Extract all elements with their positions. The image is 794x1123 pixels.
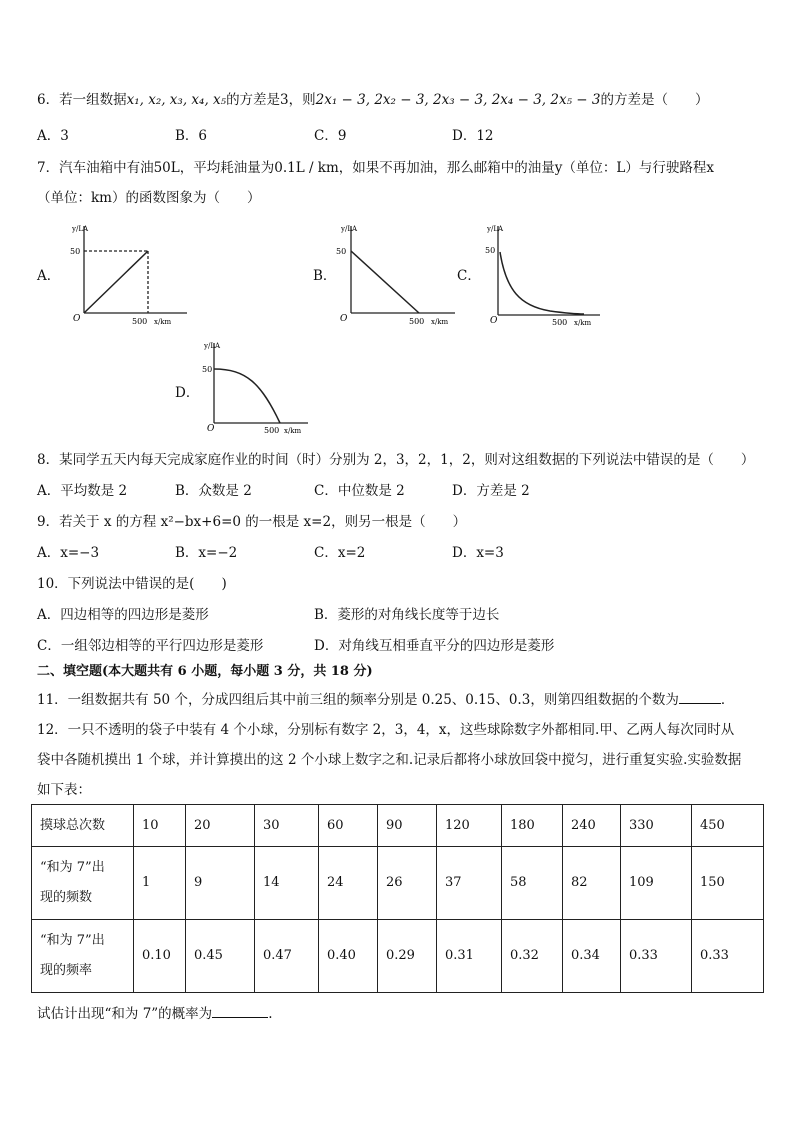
q12-stem-line1: 12．一只不透明的袋子中装有 4 个小球，分别标有数字 2，3，4，x，这些球除数字外都相同.甲、乙两人每次同时从 [37, 722, 735, 738]
q7-option-d-label[interactable]: D． [175, 385, 200, 401]
q6-expression: 2x₁ − 3, 2x₂ − 3, 2x₃ − 3, 2x₄ − 3, 2x₅ − 3 [315, 92, 601, 108]
q9-option-b[interactable]: B．x=−2 [175, 545, 238, 561]
q10-option-b[interactable]: B．菱形的对角线长度等于边长 [314, 607, 500, 623]
table-cell: 240 [563, 805, 621, 847]
section-heading: 二、填空题(本大题共有 6 小题，每小题 3 分，共 18 分) [37, 664, 373, 679]
table-cell: 20 [186, 805, 255, 847]
table-cell: 120 [437, 805, 502, 847]
q12-stem-line2: 袋中各随机摸出 1 个球，并计算摸出的这 2 个小球上数字之和.记录后都将小球放回袋中搅匀，进行重复实验.实验数据 [37, 752, 742, 768]
x-axis-label: x/km [431, 318, 449, 326]
table-cell: 0.10 [134, 920, 186, 993]
q6-middle: 的方差是3，则 [226, 92, 316, 108]
row-header: “和为 7”出现的频率 [32, 920, 134, 993]
y-tick-label: 50 [70, 247, 81, 256]
q11-text: 11．一组数据共有 50 个，分成四组后其中前三组的频率分别是 0.25、0.15、0.3，则第四组数据的个数为 [37, 692, 679, 708]
q6-stem [37, 88, 708, 108]
table-cell: 109 [621, 847, 692, 920]
x-axis-label: x/km [574, 319, 592, 327]
q12-question-text: 试估计出现“和为 7”的概率为 [37, 1006, 213, 1022]
row-header: 摸球总次数 [32, 805, 134, 847]
x-tick-label: 500 [409, 317, 425, 326]
q6-option-b[interactable]: B．6 [175, 128, 208, 144]
q7-graph-a[interactable] [62, 220, 192, 328]
q11-answer-blank[interactable] [679, 689, 721, 704]
q7-option-a-label[interactable]: A． [37, 268, 61, 284]
q8-stem: 8．某同学五天内每天完成家庭作业的时间（时）分别为 2，3，2，1，2，则对这组数据的下列说法中错误的是（ ） [37, 452, 755, 468]
table-cell: 0.32 [502, 920, 563, 993]
table-cell: 30 [255, 805, 319, 847]
q7-option-b-label[interactable]: B． [313, 268, 337, 284]
q6-option-c[interactable]: C．9 [314, 128, 347, 144]
y-tick-label: 50 [202, 365, 213, 374]
q7-option-c-label[interactable]: C． [457, 268, 481, 284]
table-cell: 180 [502, 805, 563, 847]
table-cell: 58 [502, 847, 563, 920]
q7-stem-line1: 7．汽车油箱中有油50L，平均耗油量为0.1L / km，如果不再加油，那么邮箱中的油量y（单位：L）与行驶路程x [37, 160, 714, 176]
graph-line [351, 251, 419, 313]
q9-option-d[interactable]: D．x=3 [452, 545, 504, 561]
y-axis-label: y/LA [204, 342, 221, 350]
x-tick-label: 500 [264, 426, 280, 435]
q8-option-a[interactable]: A．平均数是 2 [37, 483, 128, 499]
q6-option-d[interactable]: D．12 [452, 128, 494, 144]
y-axis-label: y/LA [487, 225, 504, 233]
graph-curve [214, 369, 280, 423]
graph-line [84, 251, 148, 313]
q10-option-c[interactable]: C．一组邻边相等的平行四边形是菱形 [37, 638, 264, 654]
q6-option-a[interactable]: A．3 [37, 128, 69, 144]
q8-option-c[interactable]: C．中位数是 2 [314, 483, 405, 499]
row-header: “和为 7”出现的频数 [32, 847, 134, 920]
table-row [32, 920, 764, 993]
x-tick-label: 500 [552, 318, 568, 327]
y-tick-label: 50 [336, 247, 347, 256]
table-cell: 10 [134, 805, 186, 847]
x-axis-label: x/km [284, 427, 302, 435]
q6-suffix: 的方差是（ ） [600, 92, 709, 108]
table-cell: 82 [563, 847, 621, 920]
table-cell: 1 [134, 847, 186, 920]
q12-question [37, 1002, 272, 1022]
q12-stem-line3: 如下表： [37, 782, 91, 798]
y-tick-label: 50 [485, 246, 496, 255]
table-cell: 0.45 [186, 920, 255, 993]
table-cell: 26 [378, 847, 437, 920]
q12-answer-blank[interactable] [212, 1003, 268, 1018]
table-cell: 9 [186, 847, 255, 920]
q8-option-b[interactable]: B．众数是 2 [175, 483, 252, 499]
q7-graph-b[interactable] [333, 220, 463, 328]
table-row [32, 847, 764, 920]
q8-option-d[interactable]: D．方差是 2 [452, 483, 530, 499]
q10-stem: 10．下列说法中错误的是( ) [37, 576, 227, 592]
q9-stem: 9．若关于 x 的方程 x²−bx+6=0 的一根是 x=2，则另一根是（ ） [37, 514, 467, 530]
q11-end: ． [720, 692, 735, 708]
q11-stem [37, 688, 734, 708]
table-cell: 0.31 [437, 920, 502, 993]
table-cell: 24 [319, 847, 378, 920]
table-cell: 0.33 [621, 920, 692, 993]
experiment-table [31, 804, 764, 993]
graph-curve [500, 252, 584, 314]
x-tick-label: 500 [132, 317, 148, 326]
q12-end: . [268, 1006, 273, 1022]
q7-graph-c[interactable] [480, 220, 610, 328]
table-cell: 0.40 [319, 920, 378, 993]
table-cell: 0.47 [255, 920, 319, 993]
x-axis-label: x/km [154, 318, 172, 326]
y-axis-label: y/LA [72, 225, 89, 233]
table-cell: 450 [692, 805, 764, 847]
table-cell: 150 [692, 847, 764, 920]
q10-option-d[interactable]: D．对角线互相垂直平分的四边形是菱形 [314, 638, 555, 654]
q7-graph-d[interactable] [196, 338, 316, 438]
q6-prefix: 6．若一组数据 [37, 92, 127, 108]
table-row [32, 805, 764, 847]
table-cell: 0.34 [563, 920, 621, 993]
q6-data-vars: x₁, x₂, x₃, x₄, x₅ [126, 92, 227, 108]
table-cell: 0.29 [378, 920, 437, 993]
q9-option-c[interactable]: C．x=2 [314, 545, 366, 561]
origin-label: O [490, 316, 498, 326]
origin-label: O [340, 314, 348, 324]
q10-option-a[interactable]: A．四边相等的四边形是菱形 [37, 607, 209, 623]
table-cell: 330 [621, 805, 692, 847]
q7-stem-line2: （单位：km）的函数图象为（ ） [37, 190, 261, 206]
table-cell: 90 [378, 805, 437, 847]
table-cell: 0.33 [692, 920, 764, 993]
origin-label: O [73, 314, 81, 324]
origin-label: O [207, 424, 215, 434]
table-cell: 14 [255, 847, 319, 920]
q9-option-a[interactable]: A．x=−3 [37, 545, 100, 561]
y-axis-label: y/LA [341, 225, 358, 233]
table-cell: 60 [319, 805, 378, 847]
table-cell: 37 [437, 847, 502, 920]
